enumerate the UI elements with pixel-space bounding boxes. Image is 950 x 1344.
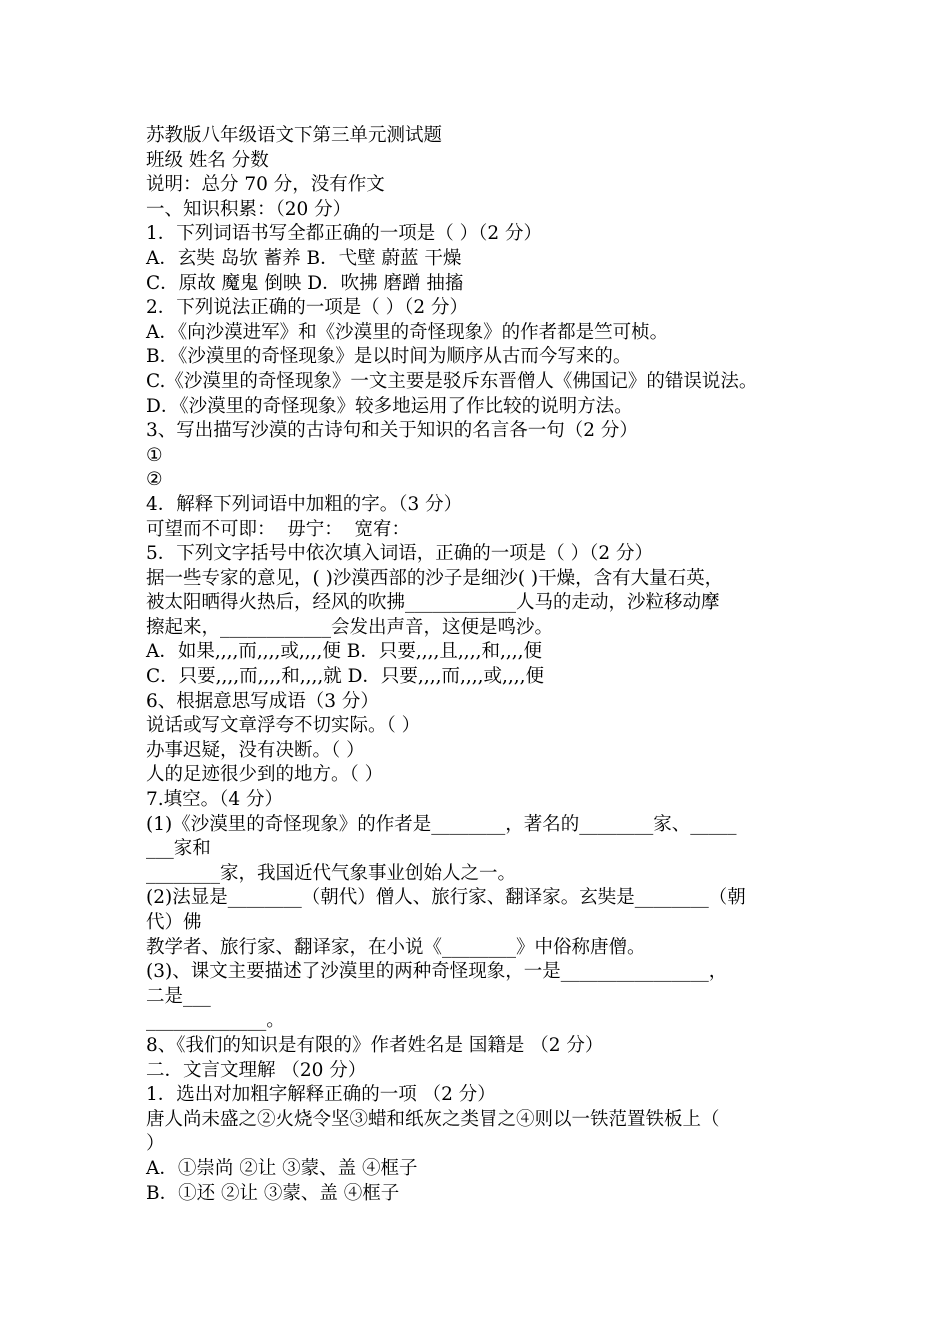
question-line: 6、根据意思写成语（3 分） bbox=[146, 690, 379, 712]
option-line: C．只要,,,,而,,,,和,,,,就 D．只要,,,,而,,,,或,,,,便 bbox=[146, 666, 545, 688]
text-line: 唐人尚未盛之②火烧令坚③蜡和纸灰之类冒之④则以一铁范置铁板上（ bbox=[146, 1108, 720, 1130]
question-line: 5．下列文字括号中依次填入词语，正确的一项是（ ）（2 分） bbox=[146, 543, 654, 565]
text-line: ） bbox=[146, 1133, 165, 1155]
text-line: 说话或写文章浮夸不切实际。（ ） bbox=[146, 715, 421, 737]
text-line: 据一些专家的意见，( )沙漠西部的沙子是细沙( )干燥，含有大量石英， bbox=[146, 567, 724, 589]
student-info-line: 班级 姓名 分数 bbox=[146, 149, 269, 171]
text-line: ___家和 bbox=[146, 838, 211, 860]
option-line: B．《沙漠里的奇怪现象》是以时间为顺序从古而今写来的。 bbox=[146, 346, 632, 368]
text-line: 二是___ bbox=[146, 985, 211, 1007]
section-heading: 一、知识积累：（20 分） bbox=[146, 198, 352, 220]
text-line: 人的足迹很少到的地方。（ ） bbox=[146, 764, 384, 786]
text-line: 代）佛 bbox=[146, 912, 202, 933]
doc-title: 苏教版八年级语文下第三单元测试题 bbox=[146, 125, 443, 146]
question-line: 1．下列词语书写全都正确的一项是（ ）（2 分） bbox=[146, 223, 543, 245]
option-line: D．《沙漠里的奇怪现象》较多地运用了作比较的说明方法。 bbox=[146, 395, 633, 417]
question-line: 8、《我们的知识是有限的》作者姓名是 国籍是 （2 分） bbox=[146, 1034, 604, 1056]
text-line: (2)法显是________（朝代）僧人、旅行家、翻译家。玄奘是________（朝 bbox=[146, 887, 746, 909]
instructions-line: 说明：总分 70 分，没有作文 bbox=[146, 174, 385, 196]
text-line: 擦起来，____________会发出声音，这便是鸣沙。 bbox=[146, 616, 554, 638]
question-line: 4．解释下列词语中加粗的字。（3 分） bbox=[146, 493, 463, 515]
question-line: 2．下列说法正确的一项是（ ）（2 分） bbox=[146, 297, 469, 319]
document-body bbox=[146, 124, 826, 1206]
question-line: 7.填空。（4 分） bbox=[146, 789, 284, 811]
option-line: A．《向沙漠进军》和《沙漠里的奇怪现象》的作者都是竺可桢。 bbox=[146, 321, 669, 343]
question-line: 1．选出对加粗字解释正确的一项 （2 分） bbox=[146, 1084, 496, 1106]
text-line: 被太阳晒得火热后，经风的吹拂____________人马的走动，沙粒移动摩 bbox=[146, 592, 720, 614]
option-line: C.《沙漠里的奇怪现象》一文主要是驳斥东晋僧人《佛国记》的错误说法。 bbox=[146, 370, 758, 392]
text-line: (1)《沙漠里的奇怪现象》的作者是________，著名的________家、_____ bbox=[146, 813, 737, 835]
question-line: 3、写出描写沙漠的古诗句和关于知识的名言各一句（2 分） bbox=[146, 420, 638, 442]
option-line: B．①还 ②让 ③蒙、盖 ④框子 bbox=[146, 1182, 400, 1204]
answer-slot: ① bbox=[146, 444, 163, 466]
text-line: _____________。 bbox=[146, 1010, 285, 1032]
section-heading: 二．文言文理解 （20 分） bbox=[146, 1059, 367, 1081]
text-line: ________家，我国近代气象事业创始人之一。 bbox=[146, 862, 517, 884]
text-line: (3)、课文主要描述了沙漠里的两种奇怪现象，一是________________， bbox=[146, 961, 728, 983]
answer-slot: ② bbox=[146, 469, 163, 491]
text-line: 教学者、旅行家、翻译家，在小说《________》中俗称唐僧。 bbox=[146, 936, 646, 958]
option-line: A．如果,,,,而,,,,或,,,,便 B．只要,,,,且,,,,和,,,,便 bbox=[146, 641, 542, 663]
option-line: C．原故 魔鬼 倒映 D．吹拂 磨蹭 抽搐 bbox=[146, 272, 464, 294]
option-line: A．玄奘 岛欤 蓄养 B．弋壁 蔚蓝 干燥 bbox=[146, 247, 462, 269]
option-line: A．①崇尚 ②让 ③蒙、盖 ④框子 bbox=[146, 1157, 418, 1179]
text-line: 可望而不可即： 毋宁： 宽宥： bbox=[146, 518, 411, 540]
text-line: 办事迟疑，没有决断。（ ） bbox=[146, 739, 365, 761]
